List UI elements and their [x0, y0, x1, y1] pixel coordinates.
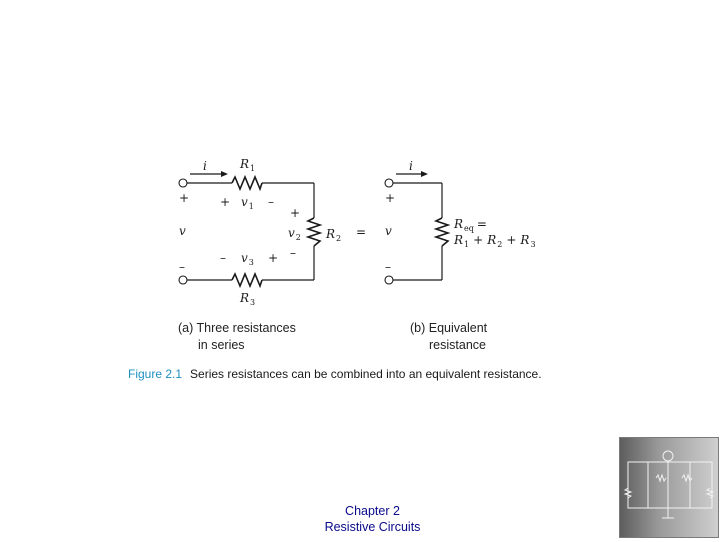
v-label-b: v — [385, 224, 392, 238]
slide-footer — [300, 503, 445, 535]
terminal-bottom-a — [179, 276, 187, 284]
v2-label: v2 — [288, 226, 301, 242]
v1-label: v1 — [241, 195, 254, 211]
resistor-r2 — [308, 218, 320, 246]
r2-label: R2 — [326, 227, 342, 243]
v-label-a: v — [179, 224, 186, 238]
current-arrow-b — [421, 171, 428, 177]
r1-label: R1 — [240, 157, 256, 173]
current-label-a: i — [203, 159, 207, 173]
footer-title: Resistive Circuits — [324, 520, 421, 534]
v1-minus: – — [268, 195, 274, 209]
resistor-req — [436, 218, 448, 246]
terminal-top-b — [385, 179, 393, 187]
terminal-bottom-b — [385, 276, 393, 284]
circuit-b — [385, 159, 536, 284]
v-plus-a: + — [179, 191, 190, 205]
req-sum: R1 + R2 + R3 — [454, 233, 536, 249]
footer-chapter: Chapter 2 — [345, 504, 400, 518]
terminal-top-a — [179, 179, 187, 187]
current-arrow-a — [221, 171, 228, 177]
sub-caption-a-line2: in series — [198, 338, 245, 352]
r3-label: R3 — [240, 291, 256, 307]
current-label-b: i — [409, 159, 413, 173]
sub-caption-b-line2: resistance — [429, 338, 486, 352]
v1-plus: + — [220, 195, 231, 209]
v3-plus: + — [268, 251, 279, 265]
v2-minus: – — [290, 246, 296, 260]
v-minus-b: – — [385, 260, 391, 274]
v3-minus: – — [220, 251, 226, 265]
req-label: Req = — [454, 217, 487, 233]
v-minus-a: – — [179, 260, 185, 274]
resistor-r3 — [232, 274, 262, 286]
v2-plus: + — [290, 206, 301, 220]
sub-caption-a-line1: (a) Three resistances — [178, 321, 296, 335]
resistor-r1 — [232, 177, 262, 189]
v-plus-b: + — [385, 191, 396, 205]
circuit-a — [179, 157, 341, 307]
equals-sign: = — [356, 225, 367, 239]
sub-caption-b-line1: (b) Equivalent — [410, 321, 488, 335]
circuit-thumbnail-icon — [619, 437, 719, 538]
v3-label: v3 — [241, 251, 254, 267]
figure-caption: Figure 2.1 Series resistances can be combined into an equivalent resistance. — [128, 367, 542, 381]
